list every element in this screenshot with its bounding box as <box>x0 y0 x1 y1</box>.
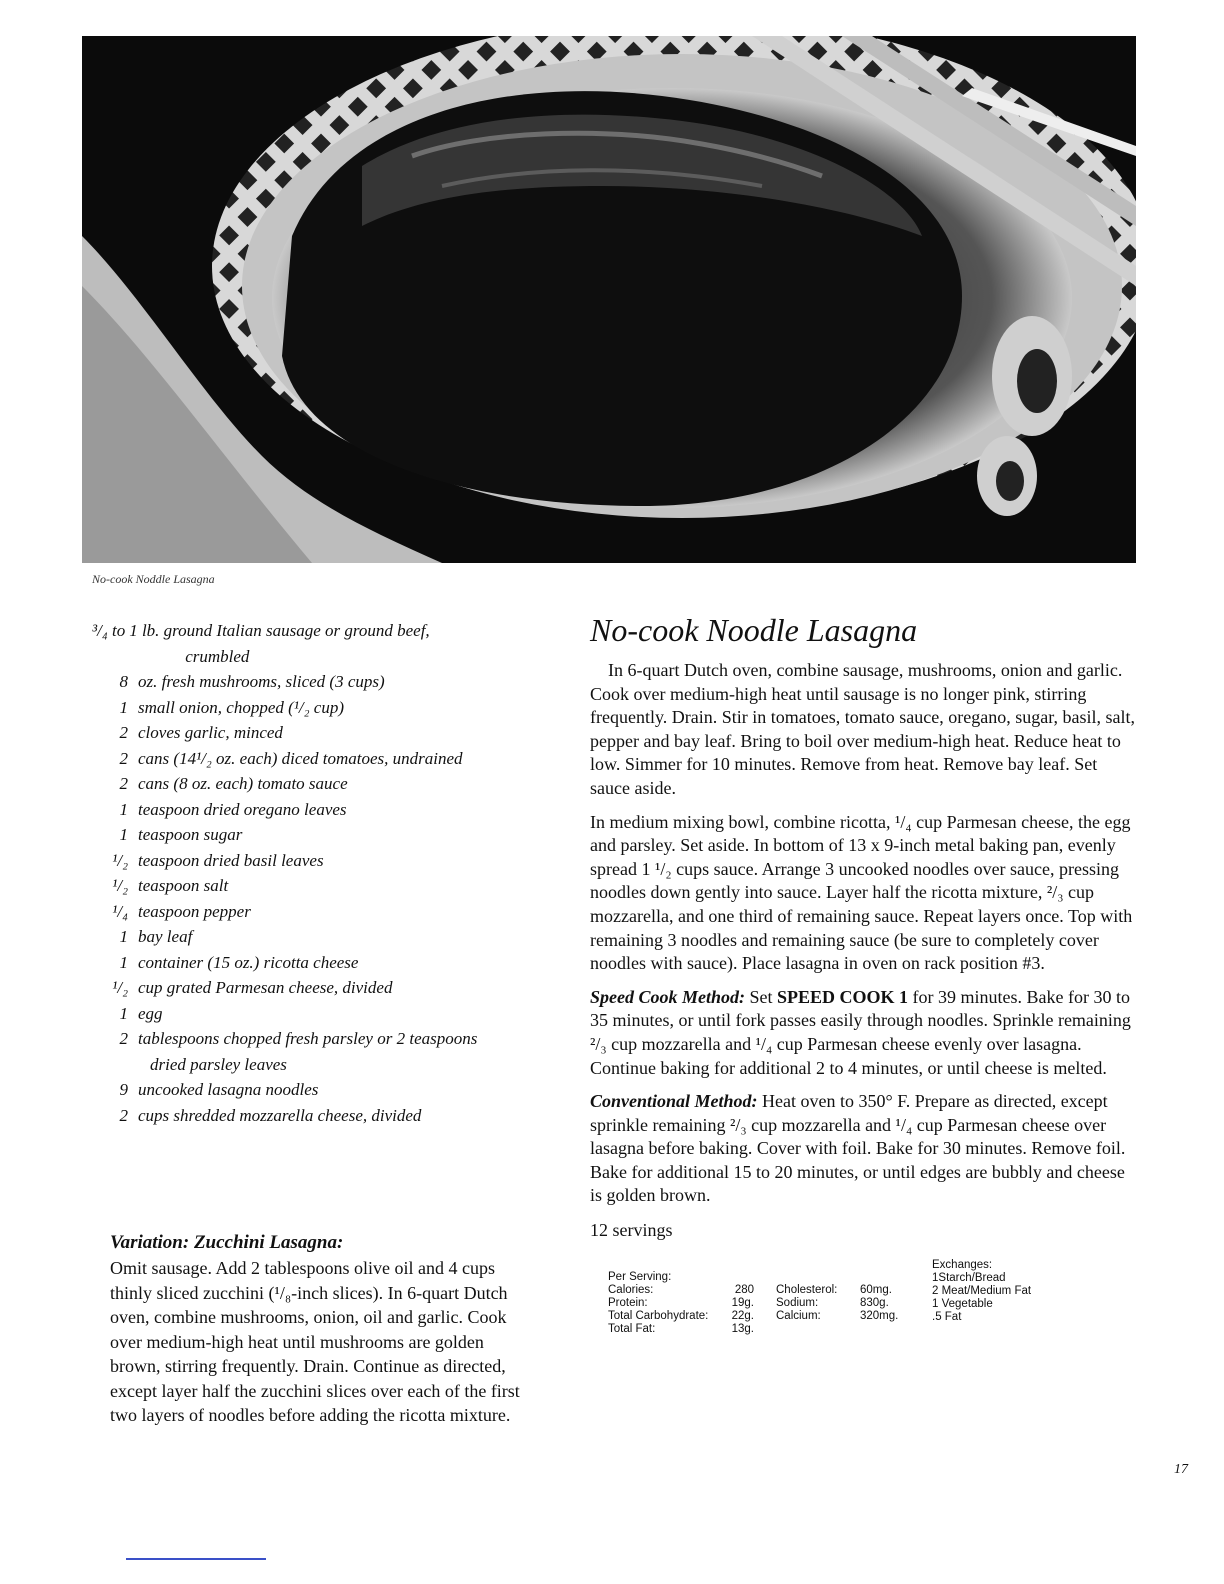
ingredient-text-wrap <box>138 1026 528 1077</box>
ingredient-quantity: 1 <box>119 825 128 844</box>
ingredient-quantity: 2 <box>119 1105 128 1125</box>
nutrition-row <box>608 1323 754 1336</box>
nutrition-column-1 <box>608 1271 754 1336</box>
ingredient-text: teaspoon dried oregano leaves <box>138 799 347 819</box>
nutrition-value: 60mg. <box>860 1284 892 1297</box>
ingredient-quantity: 9 <box>119 1080 128 1099</box>
speed-cook-method <box>590 986 1138 1080</box>
exchanges <box>932 1259 1031 1324</box>
nutrition-value: 13g. <box>731 1323 754 1336</box>
ingredient-item <box>88 1001 528 1027</box>
ingredient-item <box>88 950 528 976</box>
ingredient-item <box>88 1103 528 1129</box>
ingredient-quantity: 1 <box>119 697 128 717</box>
nutrition-row <box>608 1310 754 1323</box>
nutrition-label: Calcium: <box>776 1310 821 1323</box>
ingredient-item <box>88 1077 528 1103</box>
nutrition-label: Total Carbohydrate: <box>608 1310 709 1323</box>
ingredient-item <box>88 669 528 695</box>
ingredients-list <box>88 618 528 1128</box>
exchange-item: 2 Meat/Medium Fat <box>932 1285 1032 1298</box>
step-1: In 6-quart Dutch oven, combine sausage, mushrooms, onion and garlic. Cook over medium-high heat until sausage is no longer pink, stirring frequently. Drain. Stir in tomatoes, tomato sauce, oregano, sugar, basil, salt, pepper and bay leaf. Bring to boil over medium-high heat. Reduce heat to low. Simmer for 10 minutes. Remove from heat. Remove bay leaf. Set sauce aside. <box>590 660 1135 798</box>
ingredient-item <box>88 924 528 950</box>
variation-body: Omit sausage. Add 2 tablespoons olive oil and 4 cups thinly sliced zucchini (¹/₈-inch slices). In 6-quart Dutch oven, combine mushrooms, onion, oil and garlic. Cook over medium-high heat until mushrooms are golden brown, stirring frequently. Drain. Continue as directed, except layer half the zucchini slices over each of the first two layers of noodles before adding the ricotta mixture. <box>110 1258 520 1425</box>
ingredient-item <box>88 618 528 669</box>
ingredient-item <box>88 848 528 874</box>
exchange-item: .5 Fat <box>932 1311 962 1324</box>
lasagna-photo-illustration <box>82 36 1136 563</box>
variation-section <box>110 1232 530 1428</box>
nutrition-value: 320mg. <box>860 1310 899 1323</box>
nutrition-label: Calories: <box>608 1284 654 1297</box>
ingredient-quantity: 2 <box>119 774 128 793</box>
nutrition-value: 280 <box>734 1284 754 1297</box>
conventional-label: Conventional Method: <box>590 1091 758 1112</box>
nutrition-row <box>776 1297 900 1310</box>
ingredient-text: cans (8 oz. each) tomato sauce <box>138 774 348 793</box>
ingredient-item <box>88 873 528 899</box>
per-serving-label: Per Serving: <box>608 1271 672 1284</box>
ingredient-item <box>88 975 528 1001</box>
nutrition-row <box>776 1284 900 1297</box>
ingredient-quantity: 2 <box>119 1029 128 1048</box>
ingredient-quantity: ³/₄ to <box>92 621 126 640</box>
nutrition-value: 22g. <box>731 1310 754 1323</box>
variation-title: Variation: Zucchini Lasagna: <box>110 1232 344 1253</box>
ingredient-text: oz. fresh mushrooms, sliced (3 cups) <box>138 672 385 691</box>
recipe-title: No-cook Noodle Lasagna <box>590 612 918 648</box>
footer-rule <box>126 1558 266 1560</box>
ingredient-text: cloves garlic, minced <box>138 723 283 742</box>
ingredient-text: teaspoon salt <box>138 876 229 895</box>
ingredient-quantity: ¹/₂ <box>112 850 128 870</box>
ingredient-item <box>88 746 528 772</box>
speed-cook-label: Speed Cook Method: <box>590 986 745 1007</box>
lasagna-photo <box>82 36 1136 563</box>
ingredient-continuation: crumbled <box>185 646 250 666</box>
ingredient-text-wrap <box>129 618 528 669</box>
conventional-text: Heat oven to 350° F. Prepare as directed, except sprinkle remaining ²/₃ cup mozzarella and ¹/₄ cup Parmesan cheese over lasagna before baking. Cover with foil. Bake for 30 minutes. Remove foil. Bake for additional 15 to 20 minutes, or until edges are bubbly and cheese is golden brown. <box>590 1091 1126 1206</box>
ingredient-item <box>88 771 528 797</box>
ingredient-text: cup grated Parmesan cheese, divided <box>138 978 393 997</box>
speed-cook-text: for 39 minutes. Bake for 30 to 35 minutes, or until fork passes easily through noodles. Sprinkle remaining ²/₃ cup mozzarella and ¹/₄ cup Parmesan cheese evenly over lasagna. Continue baking for additional 2 to 4 minutes, or until cheese is melted. <box>590 986 1131 1078</box>
ingredient-quantity: 1 <box>119 1003 128 1023</box>
ingredient-text: egg <box>138 1003 163 1023</box>
ingredient-continuation: dried parsley leaves <box>150 1054 287 1074</box>
ingredient-text: teaspoon dried basil leaves <box>138 850 324 870</box>
ingredient-text: uncooked lasagna noodles <box>138 1080 319 1099</box>
ingredient-text: tablespoons chopped fresh parsley or 2 teaspoons <box>138 1029 478 1048</box>
ingredient-text: cups shredded mozzarella cheese, divided <box>138 1105 422 1125</box>
nutrition-label: Sodium: <box>776 1297 819 1310</box>
nutrition-label: Protein: <box>608 1297 648 1310</box>
ingredient-quantity: 2 <box>119 723 128 742</box>
nutrition-column-2 <box>776 1284 900 1323</box>
ingredient-quantity: ¹/₂ <box>112 876 128 895</box>
servings: 12 servings <box>590 1220 673 1241</box>
step-2: In medium mixing bowl, combine ricotta, ¹/₄ cup Parmesan cheese, the egg and parsley. Set aside. In bottom of 13 x 9-inch metal baking pan, evenly spread 1 ¹/₂ cups sauce. Arrange 3 uncooked noodles over sauce, pressing noodles down gently into sauce. Layer half the ricotta mixture, ²/₃ cup mozzarella, and one third of remaining sauce. Repeat layers once. Top with remaining 3 noodles and remaining sauce (be sure to completely cover noodles with sauce). Place lasagna in oven on rack position #3. <box>590 811 1133 974</box>
ingredient-text: teaspoon sugar <box>138 825 243 844</box>
recipe-directions <box>590 612 1138 1347</box>
ingredient-text: small onion, chopped (¹/₂ cup) <box>138 697 345 717</box>
exchanges-title: Exchanges: <box>932 1259 993 1272</box>
nutrition-label: Cholesterol: <box>776 1284 838 1297</box>
ingredient-quantity: ¹/₂ <box>112 978 128 997</box>
ingredient-quantity: 1 <box>119 927 128 946</box>
ingredient-quantity: ¹/₄ <box>112 901 128 921</box>
page-number: 17 <box>1174 1462 1188 1477</box>
nutrition-facts <box>590 1257 1138 1347</box>
speed-cook-pre: Set <box>745 986 778 1007</box>
ingredient-text: teaspoon pepper <box>138 901 251 921</box>
nutrition-label: Total Fat: <box>608 1323 656 1336</box>
ingredient-text: cans (14¹/₂ oz. each) diced tomatoes, undrained <box>138 748 463 768</box>
nutrition-value: 19g. <box>731 1297 754 1310</box>
ingredient-text: bay leaf <box>138 927 193 946</box>
exchange-item: 1 Vegetable <box>932 1298 993 1311</box>
ingredient-item <box>88 899 528 925</box>
ingredient-item <box>88 822 528 848</box>
nutrition-row <box>608 1297 754 1310</box>
ingredient-item <box>88 720 528 746</box>
nutrition-row <box>608 1284 754 1297</box>
conventional-method <box>590 1090 1138 1208</box>
ingredient-item <box>88 797 528 823</box>
speed-cook-setting: SPEED COOK 1 <box>777 986 909 1007</box>
ingredient-item <box>88 695 528 721</box>
ingredient-text: 1 lb. ground Italian sausage or ground beef, <box>129 621 430 640</box>
ingredient-quantity: 1 <box>119 952 128 972</box>
nutrition-row <box>776 1310 900 1323</box>
ingredient-quantity: 8 <box>119 672 128 691</box>
photo-caption: No-cook Noddle Lasagna <box>92 572 215 586</box>
ingredient-item <box>88 1026 528 1077</box>
ingredient-quantity: 2 <box>119 748 128 768</box>
nutrition-value: 830g. <box>860 1297 889 1310</box>
ingredient-text: container (15 oz.) ricotta cheese <box>138 952 359 972</box>
exchange-item: 1Starch/Bread <box>932 1272 1006 1285</box>
ingredient-quantity: 1 <box>119 799 128 819</box>
